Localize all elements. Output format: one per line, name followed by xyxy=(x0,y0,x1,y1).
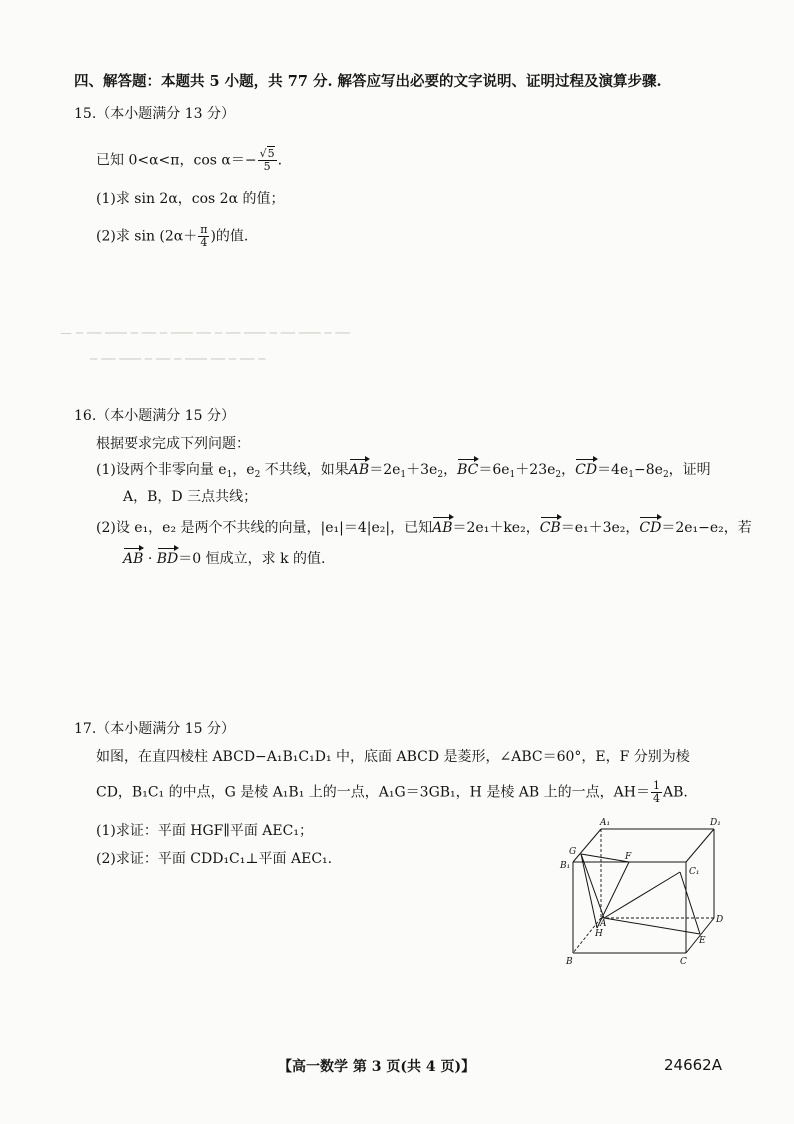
label-b: B xyxy=(566,957,573,967)
label-b1: B₁ xyxy=(560,861,571,871)
label-e: E xyxy=(699,936,706,946)
q15-part1: (1)求 sin 2α，cos 2α 的值； xyxy=(96,191,285,207)
q15-title: 15.（本小题满分 13 分） xyxy=(74,106,235,122)
q16-part2-line2: AB · BD＝0 恒成立，求 k 的值. xyxy=(123,551,326,567)
q17-part2: (2)求证：平面 CDD₁C₁⊥平面 AEC₁. xyxy=(96,851,333,867)
label-a: A xyxy=(600,919,607,929)
label-d: D xyxy=(716,915,724,925)
label-f: F xyxy=(625,852,632,862)
q17-part1: (1)求证：平面 HGF∥平面 AEC₁； xyxy=(96,823,313,839)
vector-bd: BD xyxy=(156,551,179,567)
bleed-through-text: — ─ ── ─── ─ ── ─ ─── ── ─ ── ─── ─ ── ─── ─ ── xyxy=(60,326,350,340)
exam-code: 24662A xyxy=(664,1056,722,1074)
vector-ab: AB xyxy=(432,520,453,536)
label-g: G xyxy=(569,847,577,857)
label-c1: C₁ xyxy=(689,867,700,877)
q17-line2: CD，B₁C₁ 的中点，G 是棱 A₁B₁ 上的一点，A₁G＝3GB₁，H 是棱 AB 上的一点，AH＝ $\frac{1}{4}$ AB. xyxy=(96,779,688,805)
prism-figure xyxy=(552,810,732,970)
section-header: 四、解答题：本题共 5 小题，共 77 分. 解答应写出必要的文字说明、证明过程及演算步骤. xyxy=(74,73,662,90)
q15-fraction: $\frac{√5}{5}$ xyxy=(259,147,275,173)
vector-cb: CB xyxy=(539,520,561,536)
vector-cd: CD xyxy=(575,462,598,478)
label-c: C xyxy=(680,957,687,967)
vector-ab: AB xyxy=(348,462,370,478)
q17-line1: 如图，在直四棱柱 ABCD−A₁B₁C₁D₁ 中，底面 ABCD 是菱形，∠ABC＝60°，E，F 分别为棱 xyxy=(96,749,690,765)
vector-ab: AB xyxy=(123,551,144,567)
q16-intro: 根据要求完成下列问题： xyxy=(96,436,250,452)
q16-part1: (1)设两个非零向量 $e_1$，$e_2$ 不共线，如果$AB=2e_1+3e_2$，$BC=6e_1+23e_2$，$CD=4e_1-8e_2$，证明 xyxy=(96,462,711,480)
label-d1: D₁ xyxy=(710,818,721,828)
q16-title: 16.（本小题满分 15 分） xyxy=(74,408,235,424)
vector-cd: CD xyxy=(639,520,662,536)
page-footer: 【高一数学 第 3 页(共 4 页)】 xyxy=(278,1059,476,1075)
q17-title: 17.（本小题满分 15 分） xyxy=(74,721,235,737)
label-h: H xyxy=(595,929,603,939)
label-a1: A₁ xyxy=(600,818,611,828)
vector-bc: BC xyxy=(457,462,479,478)
q15-pi-fraction: $\frac{\pi}{4}$ xyxy=(200,223,208,249)
q17-fraction: $\frac{1}{4}$ xyxy=(652,779,660,805)
q15-part2: (2)求 sin (2α＋ $\frac{\pi}{4}$ )的值. xyxy=(96,223,249,249)
q15-given: 已知 0<α<π，cos α＝− $\frac{√5}{5}$ . xyxy=(96,147,283,173)
q16-part2: (2)设 e₁，e₂ 是两个不共线的向量，|e₁|＝4|e₂|，已知AB＝2e₁＋ke₂，CB＝e₁＋3e₂，CD＝2e₁−e₂，若 xyxy=(96,520,752,536)
bleed-through-text: ─ ── ─── ─ ── ─ ─── ── ─ ── ─ xyxy=(90,352,266,366)
q16-part1-line2: A，B，D 三点共线； xyxy=(123,489,258,505)
